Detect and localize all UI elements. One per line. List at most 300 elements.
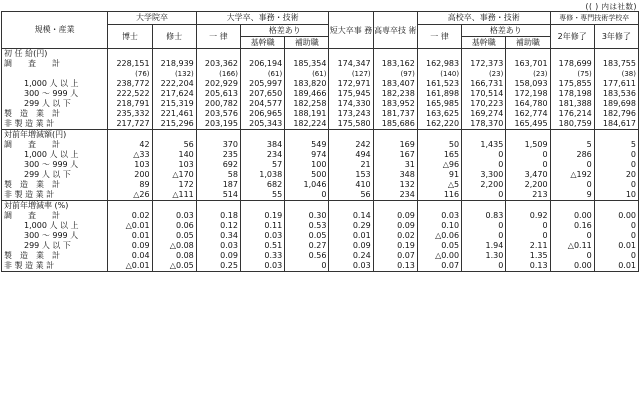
cell: 172 [152, 180, 196, 190]
cell: 200,782 [196, 99, 240, 109]
cell: △0.06 [417, 231, 461, 241]
cell: △26 [108, 190, 152, 201]
cell: 0 [462, 190, 506, 201]
table-row [2, 241, 639, 251]
cell: 175,580 [329, 119, 373, 130]
cell: 165,985 [417, 99, 461, 109]
table-row [2, 231, 639, 241]
cell [152, 130, 196, 141]
row-label: 299 人 以 下 [2, 99, 108, 109]
cell: 9 [550, 190, 594, 201]
cell: 0.92 [506, 211, 550, 221]
cell: 56 [152, 140, 196, 150]
cell: (76) [108, 69, 152, 79]
cell [329, 49, 373, 60]
cell: (23) [506, 69, 550, 79]
cell: 183,162 [373, 59, 417, 69]
cell: 182,224 [285, 119, 329, 130]
cell: △192 [550, 170, 594, 180]
cell: 0 [550, 231, 594, 241]
cell: 183,755 [594, 59, 638, 69]
cell: (75) [550, 69, 594, 79]
cell: 0.56 [285, 251, 329, 261]
cell: 0.34 [196, 231, 240, 241]
row-label: 調 査 計 [2, 211, 108, 221]
cell: 188,191 [285, 109, 329, 119]
cell: 0.14 [329, 211, 373, 221]
cell [462, 49, 506, 60]
cell: 228,151 [108, 59, 152, 69]
cell: 0.00 [550, 261, 594, 272]
cell [285, 130, 329, 141]
cell: 0.01 [108, 231, 152, 241]
cell: 1,435 [462, 140, 506, 150]
cell: 213 [506, 190, 550, 201]
table-header [2, 12, 639, 49]
cell: 203,362 [196, 59, 240, 69]
cell: 21 [329, 160, 373, 170]
cell: (127) [329, 69, 373, 79]
cell: 183,952 [373, 99, 417, 109]
cell [506, 49, 550, 60]
cell: 0.19 [373, 241, 417, 251]
table-row [2, 119, 639, 130]
cell: 2.11 [506, 241, 550, 251]
cell: 162,983 [417, 59, 461, 69]
cell: 0 [594, 221, 638, 231]
table-row [2, 180, 639, 190]
header-tech: 高専卒技 術 [373, 12, 417, 49]
cell [196, 130, 240, 141]
cell: 0.09 [196, 251, 240, 261]
cell [196, 201, 240, 212]
cell [240, 49, 284, 60]
cell: △0.11 [550, 241, 594, 251]
row-label [2, 69, 108, 79]
cell: 185,686 [373, 119, 417, 130]
cell: 175,945 [329, 89, 373, 99]
cell: 3,470 [506, 170, 550, 180]
cell: 238,772 [108, 79, 152, 89]
cell: 183,536 [594, 89, 638, 99]
cell [108, 201, 152, 212]
cell: 182,796 [594, 109, 638, 119]
cell: 0.02 [108, 211, 152, 221]
cell: 184,617 [594, 119, 638, 130]
cell: 0 [462, 231, 506, 241]
cell: 182,258 [285, 99, 329, 109]
cell: 0 [462, 150, 506, 160]
starting-salary-table [1, 11, 639, 272]
row-label: 非 製 造 業 計 [2, 261, 108, 272]
cell: (97) [373, 69, 417, 79]
cell: 1.30 [462, 251, 506, 261]
cell: 174,347 [329, 59, 373, 69]
cell: 0.05 [285, 231, 329, 241]
cell: 202,929 [196, 79, 240, 89]
cell: 10 [594, 190, 638, 201]
cell: 206,194 [240, 59, 284, 69]
cell: (61) [240, 69, 284, 79]
cell: 172,198 [506, 89, 550, 99]
cell [550, 49, 594, 60]
cell: 165,495 [506, 119, 550, 130]
cell [462, 201, 506, 212]
cell [506, 130, 550, 141]
table-row [2, 251, 639, 261]
row-label: 300 〜 999 人 [2, 231, 108, 241]
cell: △0.00 [417, 251, 461, 261]
cell: 494 [329, 150, 373, 160]
cell: 410 [329, 180, 373, 190]
cell: 172,373 [462, 59, 506, 69]
cell: 178,198 [550, 89, 594, 99]
cell: 217,727 [108, 119, 152, 130]
header-hs-ichiritsu: 一 律 [417, 25, 461, 49]
cell: 222,204 [152, 79, 196, 89]
cell: 5 [594, 140, 638, 150]
cell [417, 49, 461, 60]
cell [373, 130, 417, 141]
header-univ-hojo: 補助職 [285, 37, 329, 49]
table-row [2, 170, 639, 180]
cell: 169 [373, 140, 417, 150]
cell: 0.07 [417, 261, 461, 272]
cell: 0.03 [196, 241, 240, 251]
cell: 0.83 [462, 211, 506, 221]
table-row [2, 99, 639, 109]
cell: 2,200 [462, 180, 506, 190]
cell: 91 [417, 170, 461, 180]
cell: 0.09 [373, 221, 417, 231]
cell [373, 49, 417, 60]
cell: 174,330 [329, 99, 373, 109]
cell: 183,407 [373, 79, 417, 89]
cell: 158,093 [506, 79, 550, 89]
cell: 0 [594, 251, 638, 261]
table-row [2, 201, 639, 212]
cell: 0.08 [152, 251, 196, 261]
cell: 2,200 [506, 180, 550, 190]
cell: 0 [506, 160, 550, 170]
cell: 189,698 [594, 99, 638, 109]
cell: 0 [506, 231, 550, 241]
cell: 0 [462, 221, 506, 231]
row-label: 1,000 人 以 上 [2, 221, 108, 231]
row-label: 299 人 以 下 [2, 241, 108, 251]
cell: 56 [329, 190, 373, 201]
cell: 0 [285, 190, 329, 201]
cell: △170 [152, 170, 196, 180]
cell [417, 130, 461, 141]
header-label-col: 規模・産業 [2, 12, 108, 49]
cell: 170,514 [462, 89, 506, 99]
cell: 203,195 [196, 119, 240, 130]
cell: 176,214 [550, 109, 594, 119]
row-label: 非 製 造 業 計 [2, 190, 108, 201]
cell: 234 [373, 190, 417, 201]
cell: 500 [285, 170, 329, 180]
cell: 169,274 [462, 109, 506, 119]
cell [108, 49, 152, 60]
cell: 3,300 [462, 170, 506, 180]
row-label: 製 造 業 計 [2, 109, 108, 119]
header-univ-kikan: 基幹職 [240, 37, 284, 49]
cell: 132 [373, 180, 417, 190]
cell: 206,965 [240, 109, 284, 119]
cell: 0 [550, 251, 594, 261]
cell: 0.10 [417, 221, 461, 231]
cell [594, 130, 638, 141]
cell: 0.05 [417, 241, 461, 251]
cell [462, 130, 506, 141]
table-row [2, 190, 639, 201]
cell: (132) [152, 69, 196, 79]
row-label: 製 造 業 計 [2, 251, 108, 261]
cell: 1,046 [285, 180, 329, 190]
table-row [2, 140, 639, 150]
cell: 0.04 [108, 251, 152, 261]
cell: △111 [152, 190, 196, 201]
cell: 187 [196, 180, 240, 190]
cell: 161,898 [417, 89, 461, 99]
cell: 0 [285, 261, 329, 272]
cell: 0 [594, 150, 638, 160]
table-row [2, 221, 639, 231]
cell: 348 [373, 170, 417, 180]
cell [329, 130, 373, 141]
cell: 172,971 [329, 79, 373, 89]
row-label: 対前年増減額(円) [2, 130, 108, 141]
cell: 0.01 [594, 241, 638, 251]
cell: 0.09 [329, 241, 373, 251]
cell: 0.13 [506, 261, 550, 272]
cell: △33 [108, 150, 152, 160]
cell: 218,791 [108, 99, 152, 109]
header-yr2: 2年修了 [550, 25, 594, 49]
table-row [2, 130, 639, 141]
header-junior: 短大卒事 務 [329, 12, 373, 49]
cell: 0.24 [329, 251, 373, 261]
header-senmon: 専修・専門技術学校卒 [550, 12, 638, 25]
cell [152, 201, 196, 212]
cell: 0 [462, 160, 506, 170]
cell: 0.03 [417, 211, 461, 221]
cell: 116 [417, 190, 461, 201]
cell: 204,577 [240, 99, 284, 109]
header-highschool: 高校卒、事務・技術 [417, 12, 550, 25]
cell: △5 [417, 180, 461, 190]
table-row [2, 89, 639, 99]
cell: 57 [240, 160, 284, 170]
cell: 161,523 [417, 79, 461, 89]
cell: 0.03 [240, 231, 284, 241]
cell: 286 [550, 150, 594, 160]
cell: 162,774 [506, 109, 550, 119]
cell: 974 [285, 150, 329, 160]
header-hs-hojo: 補助職 [506, 37, 550, 49]
cell: 0.33 [240, 251, 284, 261]
header-hs-kakusa: 格差あり [462, 25, 550, 37]
table-row [2, 69, 639, 79]
cell: 0.27 [285, 241, 329, 251]
table-row [2, 160, 639, 170]
cell: 222,522 [108, 89, 152, 99]
cell: 162,220 [417, 119, 461, 130]
cell: 692 [196, 160, 240, 170]
table-row [2, 59, 639, 69]
cell: 0.19 [240, 211, 284, 221]
cell: (23) [462, 69, 506, 79]
cell: 89 [108, 180, 152, 190]
table-body [2, 49, 639, 272]
row-label: 調 査 計 [2, 59, 108, 69]
cell: 175,855 [550, 79, 594, 89]
cell: (61) [285, 69, 329, 79]
cell [240, 201, 284, 212]
cell: 0.03 [329, 261, 373, 272]
cell: (166) [196, 69, 240, 79]
cell: 0.03 [152, 211, 196, 221]
table-row [2, 261, 639, 272]
cell: 207,650 [240, 89, 284, 99]
cell: 167 [373, 150, 417, 160]
cell [550, 130, 594, 141]
cell: △0.08 [152, 241, 196, 251]
cell [152, 49, 196, 60]
header-master: 修士 [152, 25, 196, 49]
cell: 0.11 [240, 221, 284, 231]
table-row [2, 79, 639, 89]
cell [196, 49, 240, 60]
cell: 163,701 [506, 59, 550, 69]
header-univ-kakusa: 格差あり [240, 25, 328, 37]
cell: △96 [417, 160, 461, 170]
cell: 549 [285, 140, 329, 150]
cell: 0.01 [329, 231, 373, 241]
row-label: 299 人 以 下 [2, 170, 108, 180]
cell: 242 [329, 140, 373, 150]
cell: 0.51 [240, 241, 284, 251]
row-label: 製 造 業 計 [2, 180, 108, 190]
cell: 0.09 [108, 241, 152, 251]
row-label: 1,000 人 以 上 [2, 79, 108, 89]
cell: 0.53 [285, 221, 329, 231]
row-label: 調 査 計 [2, 140, 108, 150]
cell: 55 [240, 190, 284, 201]
cell [108, 130, 152, 141]
cell: 103 [108, 160, 152, 170]
row-label: 300 〜 999 人 [2, 89, 108, 99]
cell: 20 [594, 170, 638, 180]
header-hs-kikan: 基幹職 [462, 37, 506, 49]
cell: 42 [108, 140, 152, 150]
cell: 165 [417, 150, 461, 160]
cell: 181,388 [550, 99, 594, 109]
cell: 0.13 [373, 261, 417, 272]
cell: 185,354 [285, 59, 329, 69]
cell: 205,997 [240, 79, 284, 89]
cell: 221,461 [152, 109, 196, 119]
note-company-count: (( ) 内は社数) [585, 2, 637, 11]
cell: 205,343 [240, 119, 284, 130]
cell: 5 [550, 140, 594, 150]
cell: 1,509 [506, 140, 550, 150]
cell: 180,759 [550, 119, 594, 130]
cell: 1.94 [462, 241, 506, 251]
cell: 170,223 [462, 99, 506, 109]
cell: 58 [196, 170, 240, 180]
cell [373, 201, 417, 212]
cell: △0.01 [108, 221, 152, 231]
cell: △0.01 [108, 261, 152, 272]
cell [285, 201, 329, 212]
table-row [2, 109, 639, 119]
cell [594, 201, 638, 212]
cell [506, 201, 550, 212]
cell [285, 49, 329, 60]
cell: 682 [240, 180, 284, 190]
cell: 218,939 [152, 59, 196, 69]
cell: 0 [506, 221, 550, 231]
cell: 234 [240, 150, 284, 160]
cell: 0.00 [550, 211, 594, 221]
cell: 164,780 [506, 99, 550, 109]
cell: 178,370 [462, 119, 506, 130]
cell: 0.09 [373, 211, 417, 221]
cell [240, 130, 284, 141]
cell [329, 201, 373, 212]
cell: 514 [196, 190, 240, 201]
cell: 0.01 [594, 261, 638, 272]
header-univ-ichiritsu: 一 律 [196, 25, 240, 49]
cell: 0.30 [285, 211, 329, 221]
cell [417, 201, 461, 212]
cell: 215,296 [152, 119, 196, 130]
cell: 235,332 [108, 109, 152, 119]
cell: 177,611 [594, 79, 638, 89]
cell: 0.29 [329, 221, 373, 231]
cell: 0.03 [240, 261, 284, 272]
cell: 189,466 [285, 89, 329, 99]
cell: 0 [594, 160, 638, 170]
cell: 384 [240, 140, 284, 150]
cell: 0.07 [373, 251, 417, 261]
cell: (38) [594, 69, 638, 79]
cell: 0.00 [594, 211, 638, 221]
cell: 50 [417, 140, 461, 150]
cell: 31 [373, 160, 417, 170]
cell: 217,624 [152, 89, 196, 99]
cell: 370 [196, 140, 240, 150]
table-row [2, 211, 639, 221]
cell: 182,238 [373, 89, 417, 99]
row-label: 1,000 人 以 上 [2, 150, 108, 160]
row-label: 初 任 給(円) [2, 49, 108, 60]
table-row [2, 150, 639, 160]
cell: 173,243 [329, 109, 373, 119]
cell: 0 [594, 180, 638, 190]
cell: △0.05 [152, 261, 196, 272]
cell: 183,820 [285, 79, 329, 89]
cell: 0 [506, 150, 550, 160]
cell: (140) [417, 69, 461, 79]
header-graduate: 大学院卒 [108, 12, 196, 25]
row-label: 対前年増減率 (%) [2, 201, 108, 212]
cell: 0.12 [196, 221, 240, 231]
cell: 0 [594, 231, 638, 241]
cell: 103 [152, 160, 196, 170]
